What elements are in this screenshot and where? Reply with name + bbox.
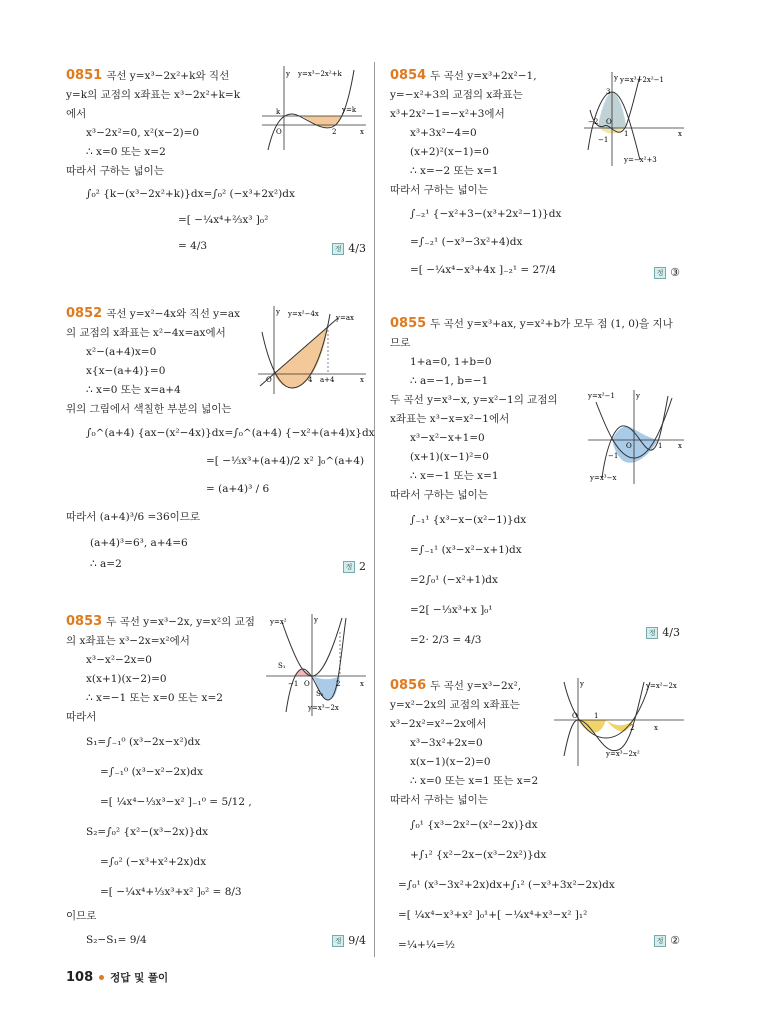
graph-0855	[588, 388, 684, 484]
math-line: = 4/3	[178, 240, 208, 252]
answer-box	[654, 266, 680, 279]
math-line: ∫₀² {k−(x³−2x²+k)}dx=∫₀² (−x³+2x²)dx	[86, 188, 295, 200]
origin-label: O	[626, 442, 632, 450]
math-line: 따라서 (a+4)³/6 =36이므로	[66, 511, 201, 523]
text-line: ∴ x=0 또는 x=a+4	[86, 384, 181, 396]
page-number: 108	[66, 970, 94, 985]
problem-number: 0854	[390, 68, 427, 83]
tick-label: −1	[608, 452, 619, 460]
text-line: 따라서	[66, 711, 97, 723]
math-line: =[ ¼x⁴−⅓x³−x² ]₋₁⁰ = 5/12 ,	[100, 796, 252, 808]
math-line: ∫₀^(a+4) {ax−(x²−4x)}dx=∫₀^(a+4) {−x²+(a+4)x}dx	[86, 427, 375, 439]
y-label: y	[636, 392, 640, 400]
curve-label: y=x³−2x	[308, 704, 339, 712]
math-line: ∫₋₁¹ {x³−x−(x²−1)}dx	[410, 514, 527, 526]
curve-label: y=x²	[270, 618, 287, 626]
tick-label: −1	[288, 680, 299, 688]
origin-label: O	[276, 128, 282, 136]
footer-title: 정답 및 풀이	[110, 972, 169, 984]
tick-label: a+4	[320, 376, 335, 384]
math-line: ∴ a=2	[90, 558, 122, 570]
math-line: S₁=∫₋₁⁰ (x³−2x−x²)dx	[86, 736, 201, 748]
curve-label: y=x²−2x	[646, 682, 677, 690]
k-label: k	[276, 108, 281, 116]
answer-icon: 정	[332, 243, 344, 255]
graph-0854	[584, 70, 684, 166]
text-line: x(x+1)(x−2)=0	[86, 673, 167, 685]
text-line: 이므로	[66, 910, 97, 922]
math-line: =∫₀² (−x³+x²+2x)dx	[100, 856, 207, 868]
problem-number: 0855	[390, 316, 427, 331]
answer-icon: 정	[654, 267, 666, 279]
origin-label: O	[606, 118, 612, 126]
y-label: y	[314, 616, 318, 624]
math-line: =[ −⅓x³+(a+4)/2 x² ]₀^(a+4)	[206, 455, 365, 467]
origin-label: O	[572, 712, 578, 720]
curve-label: y=x³−2x²	[606, 750, 640, 758]
graph-0851	[262, 64, 366, 150]
text-line: ∴ x=−2 또는 x=1	[410, 165, 499, 177]
problem-number: 0851	[66, 68, 103, 83]
tick-label: −2	[588, 118, 599, 126]
answer-icon: 정	[343, 561, 355, 573]
x-label: x	[654, 724, 658, 732]
y-label: y	[286, 70, 290, 78]
text-line: 따라서 구하는 넓이는	[390, 184, 488, 196]
text-line: 두 곡선 y=x³−x, y=x²−1의 교점의	[390, 394, 558, 406]
text-line: x{x−(a+4)}=0	[86, 365, 166, 377]
math-line: =∫₋₁⁰ (x³−x²−2x)dx	[100, 766, 203, 778]
text-line: (x+1)(x−1)²=0	[410, 451, 489, 463]
math-line: =2[ −⅓x³+x ]₀¹	[410, 604, 493, 616]
x-label: x	[360, 680, 364, 688]
text-line: 두 곡선 y=x³+2x²−1,	[430, 70, 537, 82]
text-line: 따라서 구하는 넓이는	[390, 489, 488, 501]
math-line: ∫₀¹ {x³−2x²−(x²−2x)}dx	[410, 819, 538, 831]
text-line: 의 x좌표는 x³−2x=x²에서	[66, 635, 190, 647]
text-line: x³−x²−2x=0	[86, 654, 152, 666]
tick-label: 2	[630, 724, 635, 732]
math-line: =2∫₀¹ (−x²+1)dx	[410, 574, 498, 586]
graph-0856	[554, 676, 684, 766]
problem-number: 0853	[66, 614, 103, 629]
math-line: ∫₋₂¹ {−x²+3−(x³+2x²−1)}dx	[410, 208, 562, 220]
math-line: S₂−S₁= 9/4	[86, 934, 147, 946]
answer-value: 4/3	[348, 242, 366, 255]
math-line: =2· 2/3 = 4/3	[410, 634, 482, 646]
math-line: =[ −¼x⁴−x³+4x ]₋₂¹ = 27/4	[410, 264, 557, 276]
text-line: ∴ a=−1, b=−1	[410, 375, 489, 387]
answer-box	[654, 934, 680, 947]
region-label: S₁	[278, 662, 286, 670]
text-line: 의 교점의 x좌표는 x²−4x=ax에서	[66, 327, 226, 339]
tick-label: 1	[658, 442, 663, 450]
text-line: y=−x²+3의 교점의 x좌표는	[390, 89, 523, 101]
math-line: =¼+¼=½	[398, 939, 455, 951]
x-label: x	[678, 442, 682, 450]
text-line: 두 곡선 y=x³+ax, y=x²+b가 모두 점 (1, 0)을 지나	[430, 318, 673, 330]
text-line: x(x−1)(x−2)=0	[410, 756, 491, 768]
origin-label: O	[266, 376, 272, 384]
graph-0852	[258, 304, 366, 394]
text-line: ∴ x=−1 또는 x=1	[410, 470, 499, 482]
x-label: x	[678, 130, 682, 138]
math-line: =∫₋₂¹ (−x³−3x²+4)dx	[410, 236, 523, 248]
text-line: 두 곡선 y=x³−2x, y=x²의 교점	[106, 616, 255, 628]
text-line: x³−3x²+2x=0	[410, 737, 483, 749]
math-line: =[ −¼x⁴+⅔x³ ]₀²	[178, 214, 269, 226]
answer-value: 9/4	[348, 934, 366, 947]
answer-value: 4/3	[662, 626, 680, 639]
region-label: S₂	[316, 690, 324, 698]
text-line: (x+2)²(x−1)=0	[410, 146, 489, 158]
tick-label: 1	[624, 130, 629, 138]
curve-label: y=−x²+3	[624, 156, 657, 164]
curve-label: y=x²−4x	[288, 310, 319, 318]
x-label: x	[360, 128, 364, 136]
text-line: 곡선 y=x³−2x²+k와 직선	[106, 70, 230, 82]
tick-label: 1	[594, 712, 599, 720]
text-line: ∴ x=0 또는 x=2	[86, 146, 166, 158]
answer-value: ③	[670, 266, 680, 279]
y-label: y	[580, 680, 584, 688]
tick-label: 2	[336, 680, 341, 688]
answer-icon: 정	[646, 627, 658, 639]
text-line: x³+2x²−1=−x²+3에서	[390, 108, 505, 120]
text-line: x³−2x²=x²−2x에서	[390, 718, 487, 730]
text-line: x³−x²−x+1=0	[410, 432, 485, 444]
text-line: 위의 그림에서 색칠한 부분의 넓이는	[66, 403, 232, 415]
text-line: 두 곡선 y=x³−2x²,	[430, 680, 522, 692]
math-line: +∫₁² {x²−2x−(x³−2x²)}dx	[410, 849, 547, 861]
tick-label: 4	[308, 376, 313, 384]
text-line: 따라서 구하는 넓이는	[390, 794, 488, 806]
problem-number: 0852	[66, 306, 103, 321]
line-label: y=ax	[336, 314, 354, 322]
math-line: =[ −¼x⁴+⅓x³+x² ]₀² = 8/3	[100, 886, 242, 898]
math-line: =∫₀¹ (x³−3x²+2x)dx+∫₁² (−x³+3x²−2x)dx	[398, 879, 615, 891]
column-divider	[374, 62, 375, 957]
text-line: 따라서 구하는 넓이는	[66, 165, 164, 177]
math-line: =[ ¼x⁴−x³+x² ]₀¹+[ −¼x⁴+x³−x² ]₁²	[398, 909, 588, 921]
problem-number: 0856	[390, 678, 427, 693]
shaded-region	[302, 116, 342, 127]
graph-0853	[266, 612, 366, 716]
curve-label: y=x³+2x²−1	[620, 76, 664, 84]
curve-label: y=x³−2x²+k	[298, 70, 342, 78]
answer-box	[343, 560, 366, 573]
text-line: 1+a=0, 1+b=0	[410, 356, 492, 368]
math-line: =∫₋₁¹ (x³−x²−x+1)dx	[410, 544, 522, 556]
text-line: x³+3x²−4=0	[410, 127, 477, 139]
tick-label: 3	[606, 88, 611, 96]
text-line: x²−(a+4)x=0	[86, 346, 157, 358]
tick-label: −1	[598, 136, 609, 144]
math-line: (a+4)³=6³, a+4=6	[90, 537, 188, 549]
y-label: y	[276, 308, 280, 316]
answer-box	[332, 934, 366, 947]
problem-0855	[390, 314, 690, 655]
answer-box	[646, 626, 680, 639]
curve-label: y=x³−x	[590, 474, 617, 482]
line-label: y=k	[342, 106, 357, 114]
text-line: 므로	[390, 337, 411, 349]
text-line: x³−2x²=0, x²(x−2)=0	[86, 127, 200, 139]
x-label: x	[360, 376, 364, 384]
text-line: 에서	[66, 108, 87, 120]
answer-value: 2	[359, 560, 366, 573]
y-label: y	[614, 74, 618, 82]
text-line: x좌표는 x³−x=x²−1에서	[390, 413, 510, 425]
page-footer	[66, 970, 168, 985]
answer-icon: 정	[332, 935, 344, 947]
answer-value: ②	[670, 934, 680, 947]
answer-box	[332, 242, 366, 255]
text-line: y=k의 교점의 x좌표는 x³−2x²+k=k	[66, 89, 241, 101]
math-line: S₂=∫₀² {x²−(x³−2x)}dx	[86, 826, 209, 838]
origin-label: O	[304, 680, 310, 688]
bullet-dot-icon	[99, 975, 104, 980]
tick-label: 2	[332, 128, 337, 136]
answer-icon: 정	[654, 935, 666, 947]
text-line: 곡선 y=x²−4x와 직선 y=ax	[106, 308, 241, 320]
curve-label: y=x²−1	[588, 392, 615, 400]
text-line: ∴ x=−1 또는 x=0 또는 x=2	[86, 692, 223, 704]
text-line: y=x²−2x의 교점의 x좌표는	[390, 699, 520, 711]
text-line: ∴ x=0 또는 x=1 또는 x=2	[410, 775, 539, 787]
math-line: = (a+4)³ / 6	[206, 483, 270, 495]
shaded-region	[612, 427, 658, 463]
